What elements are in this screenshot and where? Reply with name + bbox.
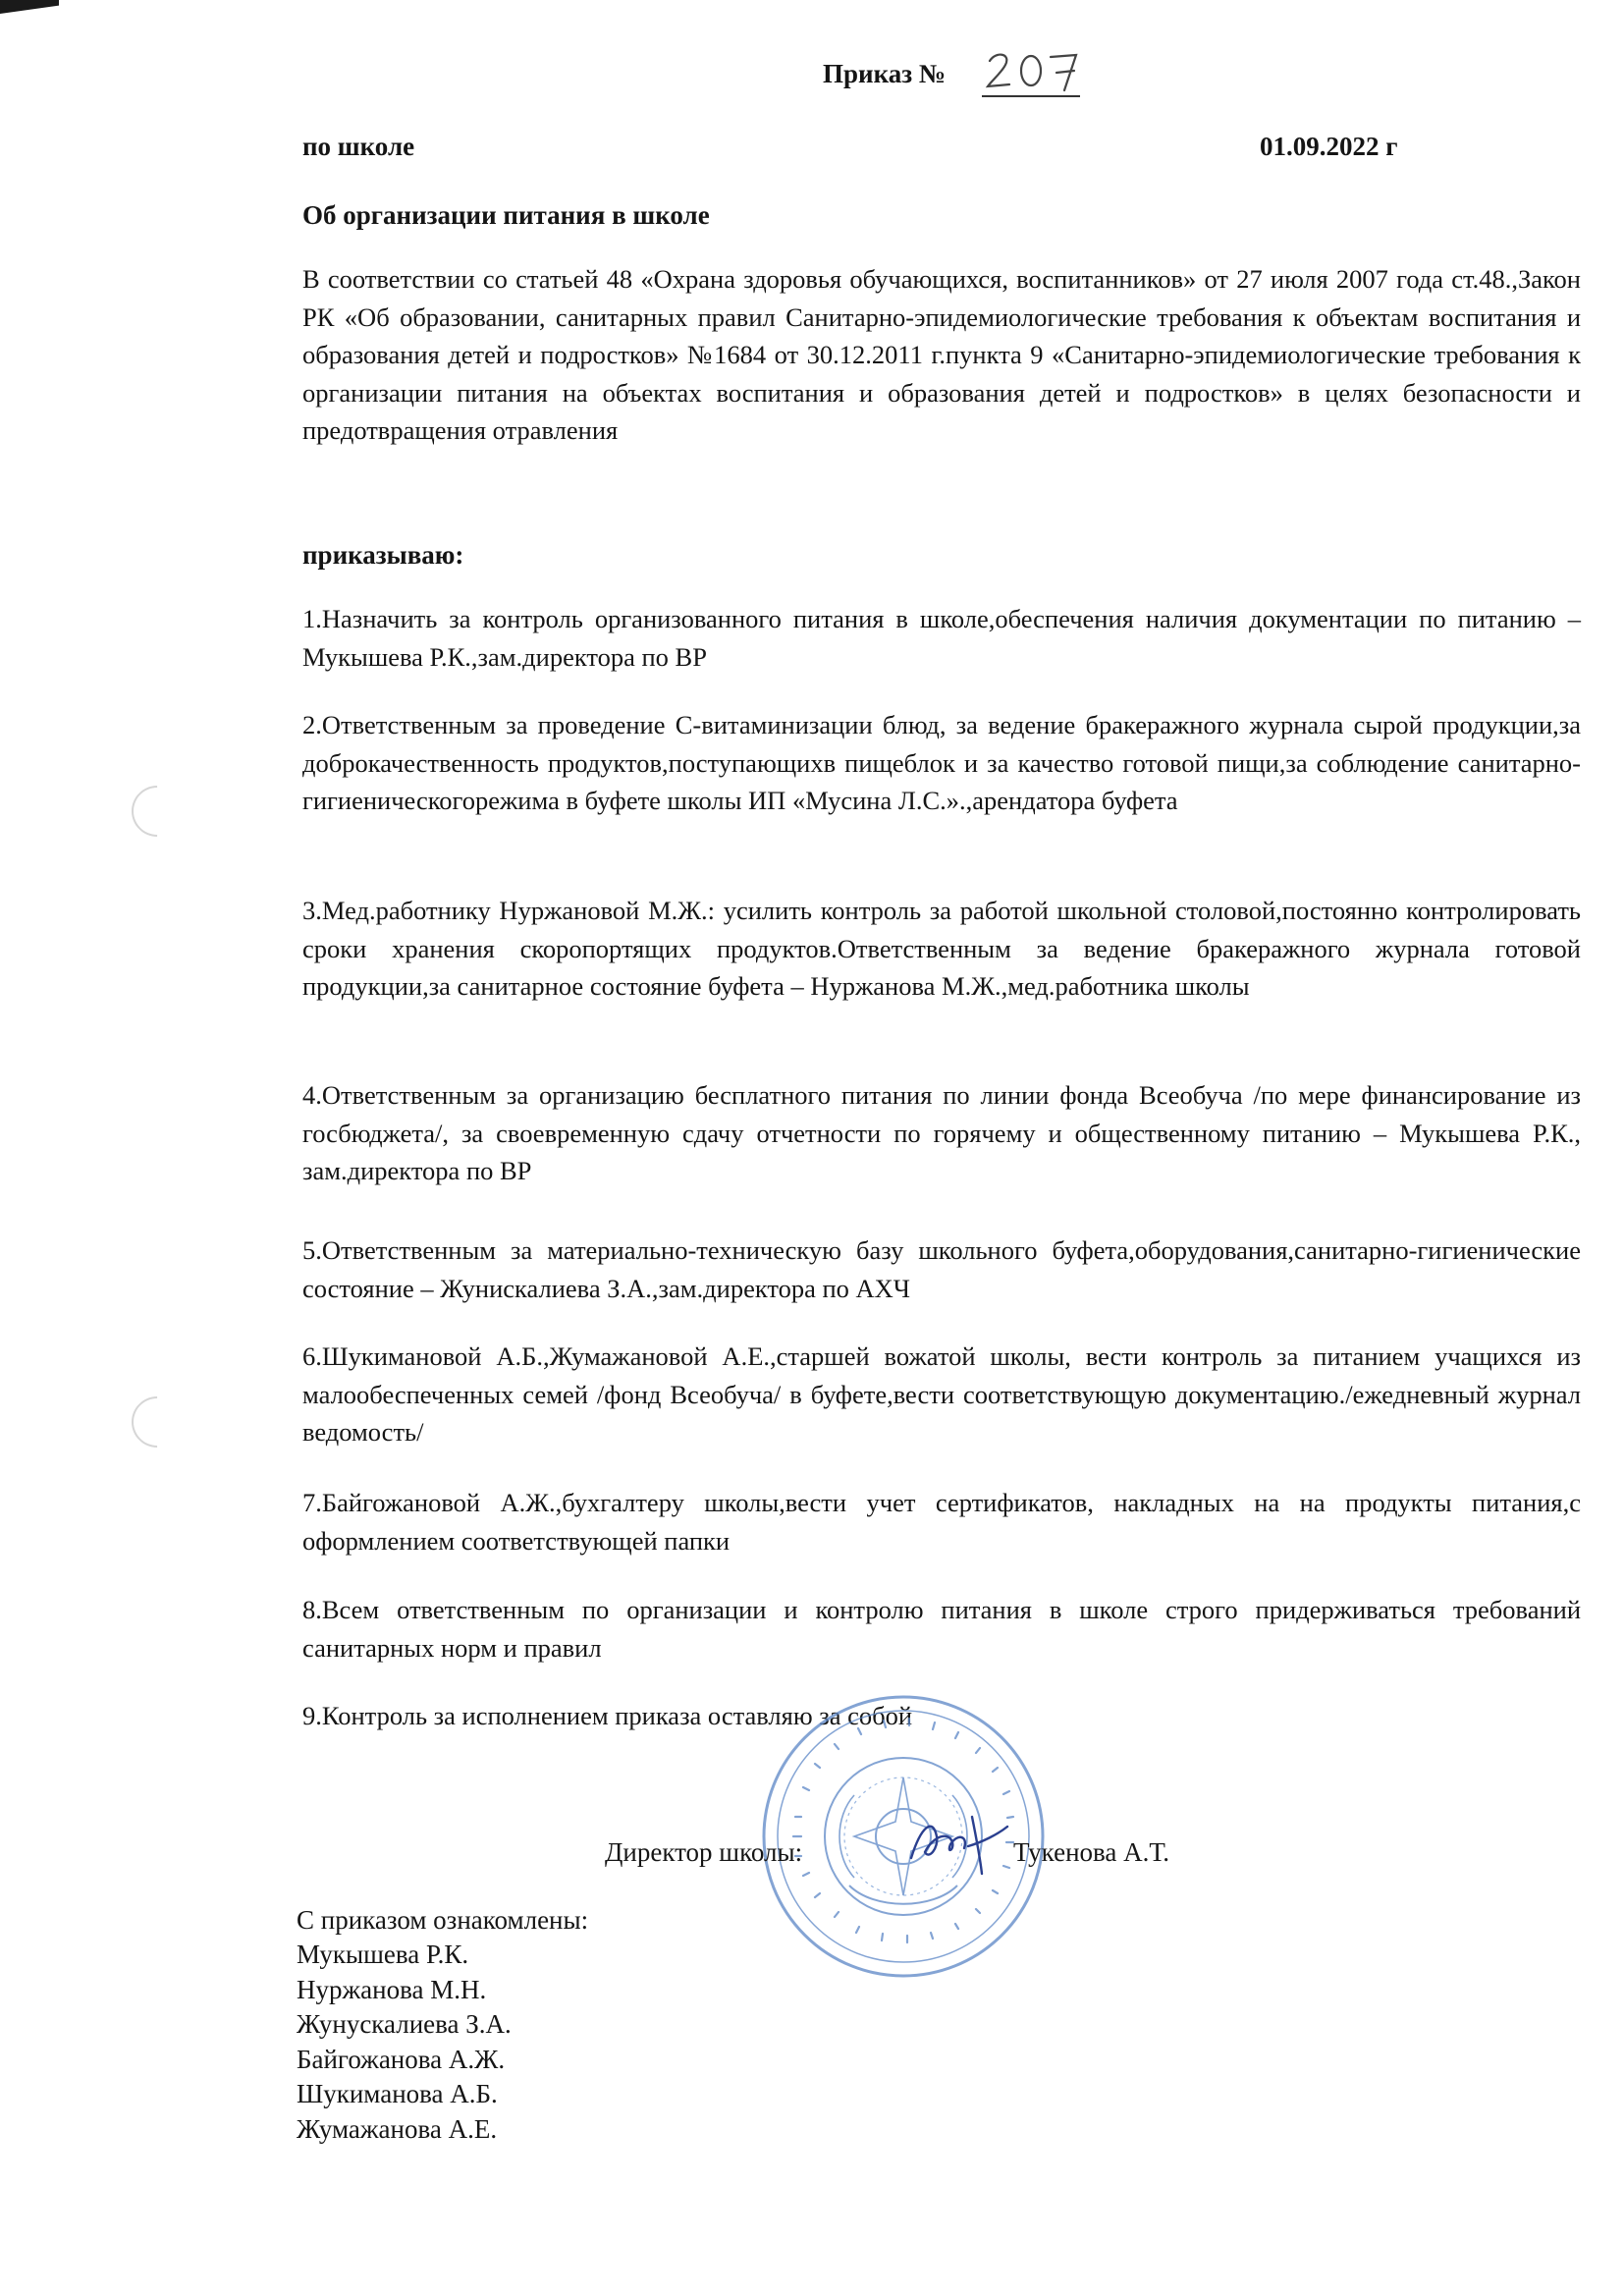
acquainted-name: Мукышева Р.К. xyxy=(297,1940,469,1969)
acquainted-name: Жумажанова А.Е. xyxy=(297,2113,498,2144)
acquainted-list xyxy=(297,1938,512,2147)
handwritten-signature-icon xyxy=(903,1797,1011,1881)
director-name: Тукенова А.Т. xyxy=(1013,1837,1169,1867)
order-item-4: 4.Ответственным за организацию бесплатного питания по линии фонда Всеобуча /по мере финансирование из госбюджета/, за своевременную сдачу отчетности по горячему и общественному питанию – Мукышева Р.К., зам.директора по ВР xyxy=(302,1080,1581,1185)
order-item-7: 7.Байгожановой А.Ж.,бухгалтеру школы,вести учет сертификатов, накладных на на продукты питания,с оформлением соответствующей папки xyxy=(302,1488,1581,1556)
order-item-3: 3.Мед.работнику Нуржановой М.Ж.: усилить контроль за работой школьной столовой,постоянно контролировать сроки хранения скоропортящих продуктов.Ответственным за ведение бракеражного журнала готовой продукции,за санитарное состояние буфета – Нуржанова М.Ж.,мед.работника школы xyxy=(302,896,1581,1001)
director-label: Директор школы: xyxy=(605,1837,803,1867)
acquainted-title: С приказом ознакомлены: xyxy=(297,1905,589,1935)
order-number-handwritten xyxy=(982,47,1085,94)
preamble-paragraph: В соответствии со статьей 48 «Охрана здоровья обучающихся, воспитанников» от 27 июля 2007 года ст.48.,Закон РК «Об образовании, санитарных правил Санитарно-эпидемиологические требования к объектам воспитания и образования детей и подростков» №1684 от 30.12.2011 г.пункта 9 «Санитарно-эпидемиологические требования к организации питания на объектах воспитания и образования детей и подростков» в целях безопасности и предотвращения отравления xyxy=(302,264,1581,445)
scan-corner-mark xyxy=(0,0,59,14)
acquainted-name: Шукиманова А.Б. xyxy=(297,2079,498,2108)
order-item-1: 1.Назначить за контроль организованного питания в школе,обеспечения наличия документации по питанию – Мукышева Р.К.,зам.директора по ВР xyxy=(302,604,1581,672)
order-item-5: 5.Ответственным за материально-техническую базу школьного буфета,оборудования,санитарно-гигиенические состояние – Жунискалиева З.А.,зам.директора по АХЧ xyxy=(302,1235,1581,1303)
punch-hole-icon xyxy=(121,1386,193,1458)
order-scope: по школе xyxy=(302,132,415,161)
order-subject: Об организации питания в школе xyxy=(302,200,710,230)
order-item-9: 9.Контроль за исполнением приказа оставляю за собой xyxy=(302,1701,913,1730)
acquainted-name: Жунускалиева З.А. xyxy=(297,2009,512,2039)
acquainted-name: Нуржанова М.Н. xyxy=(297,1974,487,2004)
order-item-2: 2.Ответственным за проведение С-витаминизации блюд, за ведение бракеражного журнала сырой продукции,за доброкачественность продуктов,поступающихв пищеблок и за качество готовой пищи,за соблюдение санитарно-гигиеническогорежима в буфете школы ИП «Мусина Л.С.».,арендатора буфета xyxy=(302,710,1581,815)
order-title: Приказ № xyxy=(823,59,946,88)
punch-hole-icon xyxy=(121,775,193,847)
order-date: 01.09.2022 г xyxy=(1260,132,1398,161)
order-item-8: 8.Всем ответственным по организации и контролю питания в школе строго придерживаться требований санитарных норм и правил xyxy=(302,1595,1581,1663)
order-number-underline xyxy=(982,95,1080,97)
acquainted-name: Байгожанова А.Ж. xyxy=(297,2044,506,2074)
order-item-6: 6.Шукимановой А.Б.,Жумажановой А.Е.,старшей вожатой школы, вести контроль за питанием учащихся из малообеспеченных семей /фонд Всеобуча/ в буфете,вести соответствующую документацию./ежедневный журнал ведомость/ xyxy=(302,1341,1581,1447)
decree-word: приказываю: xyxy=(302,540,464,570)
